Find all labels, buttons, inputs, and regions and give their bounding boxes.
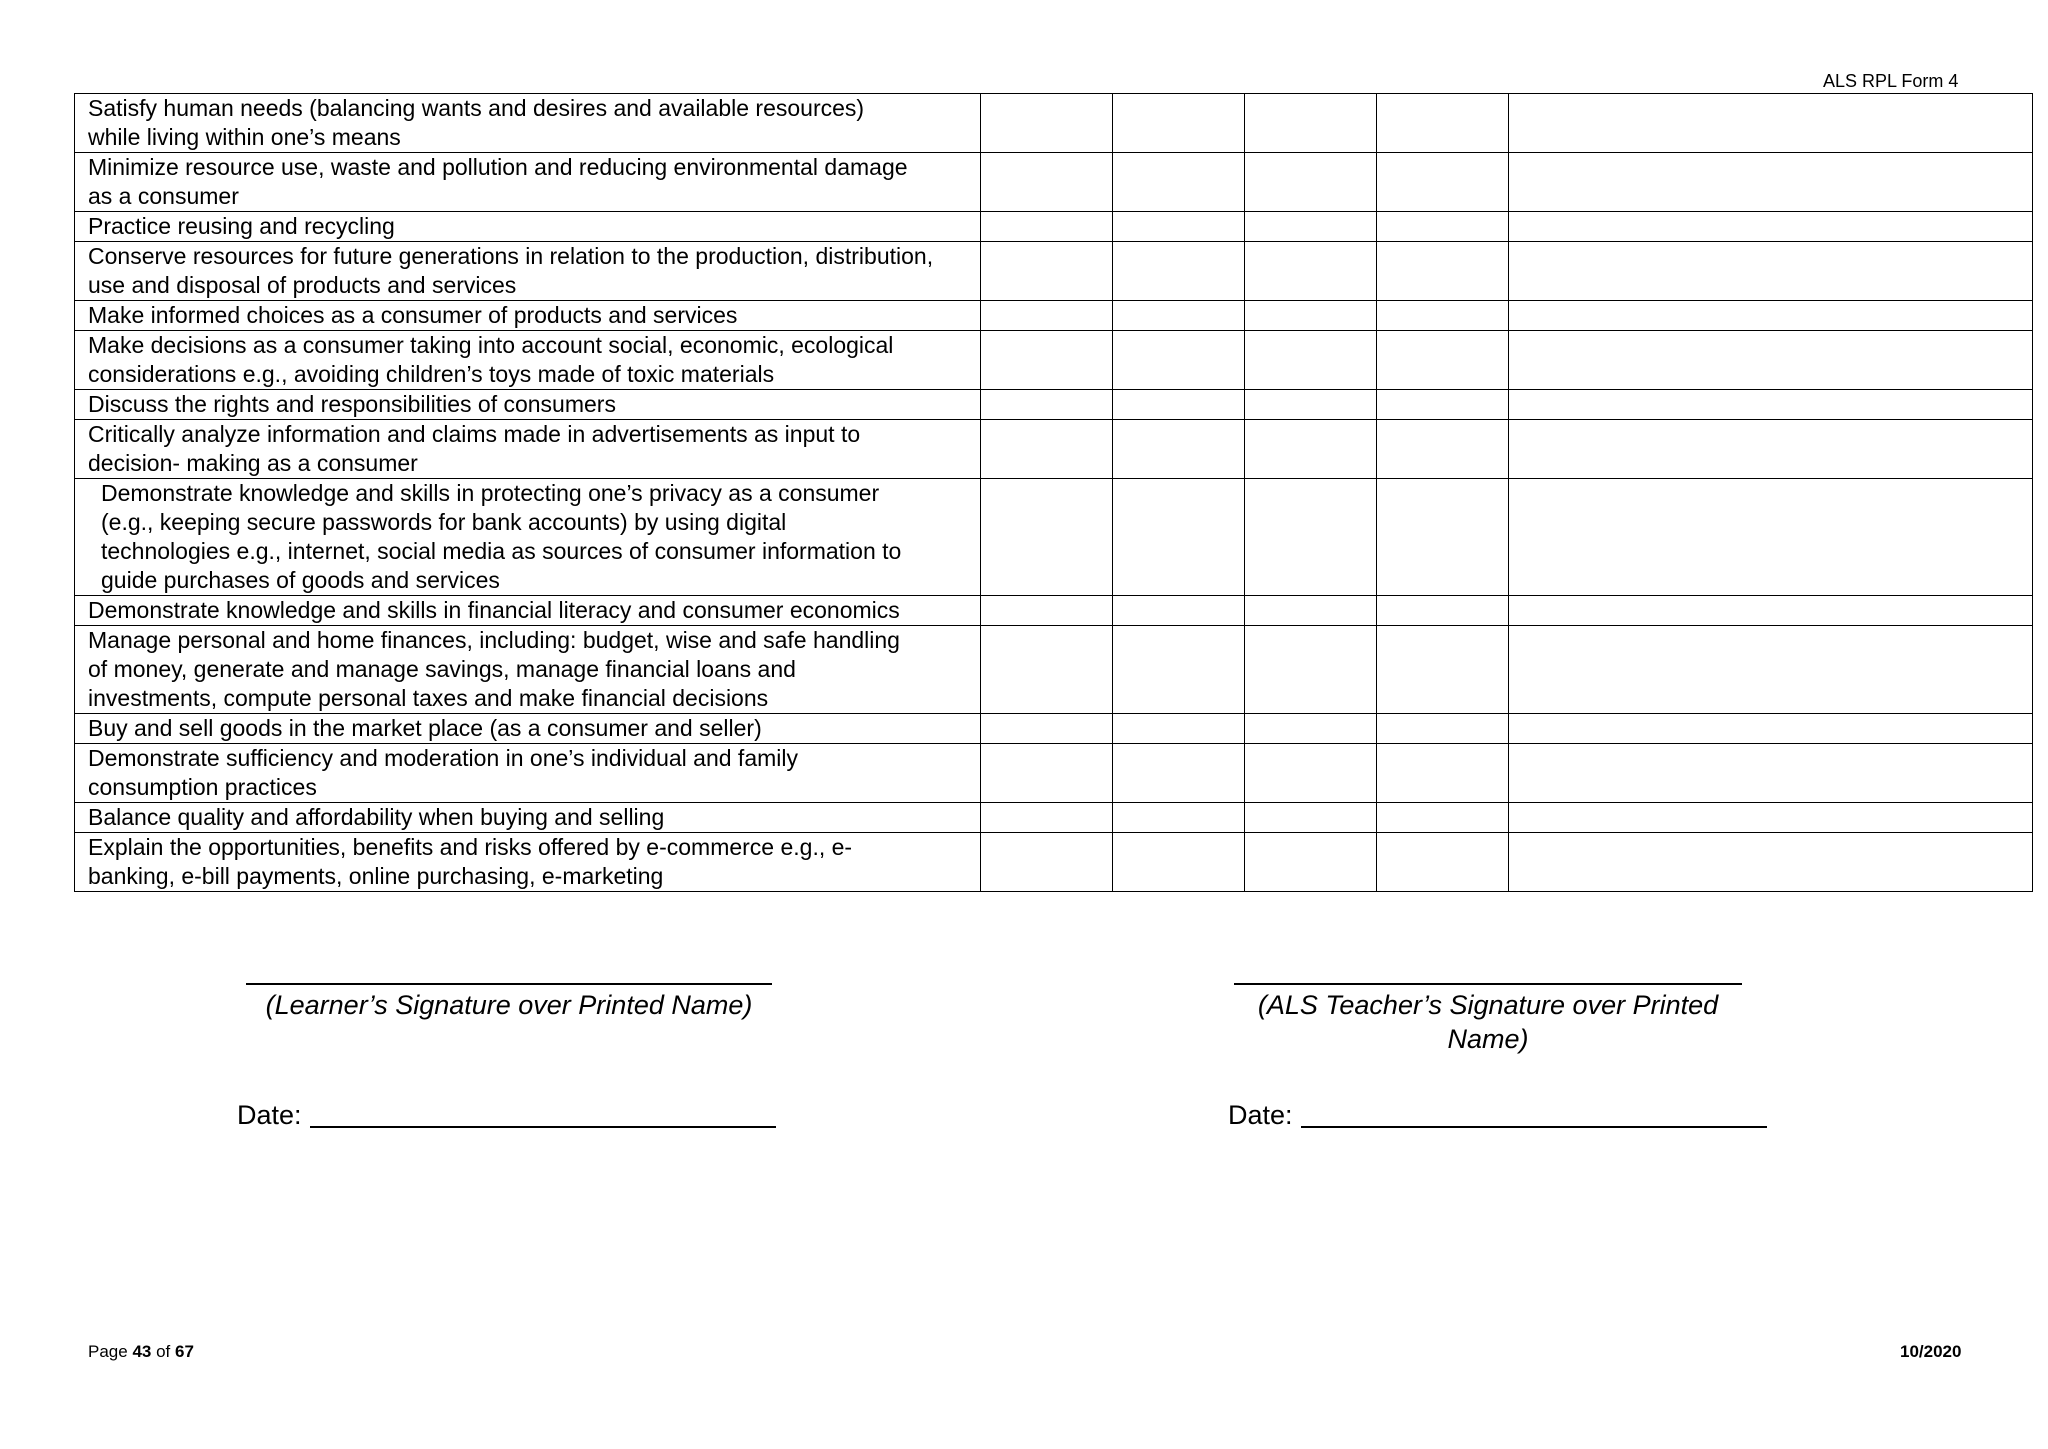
- competency-text-line: Practice reusing and recycling: [88, 213, 395, 239]
- rating-cell[interactable]: [1377, 744, 1509, 803]
- rating-cell[interactable]: [1377, 479, 1509, 596]
- remarks-cell[interactable]: [1509, 94, 2033, 153]
- competency-cell: [75, 744, 981, 803]
- rating-cell[interactable]: [981, 714, 1113, 744]
- rating-cell[interactable]: [1377, 301, 1509, 331]
- rating-cell[interactable]: [981, 212, 1113, 242]
- competency-text-line: Make decisions as a consumer taking into account social, economic, ecological: [88, 332, 894, 358]
- rating-cell[interactable]: [1113, 803, 1245, 833]
- remarks-cell[interactable]: [1509, 833, 2033, 892]
- rating-cell[interactable]: [1245, 714, 1377, 744]
- competency-text-line: Manage personal and home finances, including: budget, wise and safe handling: [88, 627, 900, 653]
- rating-cell[interactable]: [981, 390, 1113, 420]
- rating-cell[interactable]: [981, 626, 1113, 714]
- page-current: 43: [132, 1342, 152, 1361]
- page-number: [88, 1341, 194, 1363]
- table-row: [75, 803, 2033, 833]
- table-row: [75, 301, 2033, 331]
- teacher-signature-caption: (ALS Teacher’s Signature over Printed Name): [1257, 990, 1719, 1054]
- rating-cell[interactable]: [1113, 714, 1245, 744]
- rating-cell[interactable]: [1245, 94, 1377, 153]
- competency-cell: [75, 242, 981, 301]
- rating-cell[interactable]: [1113, 212, 1245, 242]
- rating-cell[interactable]: [981, 153, 1113, 212]
- competency-text-line: technologies e.g., internet, social media as sources of consumer information to: [101, 538, 902, 564]
- rating-cell[interactable]: [1377, 596, 1509, 626]
- remarks-cell[interactable]: [1509, 596, 2033, 626]
- competency-text-line: Demonstrate knowledge and skills in protecting one’s privacy as a consumer: [101, 480, 880, 506]
- competency-text-line: considerations e.g., avoiding children’s toys made of toxic materials: [88, 361, 775, 387]
- table-row: [75, 212, 2033, 242]
- rating-cell[interactable]: [1377, 331, 1509, 390]
- competency-text-line: Minimize resource use, waste and pollution and reducing environmental damage: [88, 154, 908, 180]
- remarks-cell[interactable]: [1509, 390, 2033, 420]
- remarks-cell[interactable]: [1509, 420, 2033, 479]
- competency-text-line: Satisfy human needs (balancing wants and desires and available resources): [88, 95, 865, 121]
- remarks-cell[interactable]: [1509, 744, 2033, 803]
- rating-cell[interactable]: [1245, 596, 1377, 626]
- rating-cell[interactable]: [1113, 390, 1245, 420]
- rating-cell[interactable]: [1245, 153, 1377, 212]
- revision-date: 10/2020: [1900, 1342, 1962, 1361]
- remarks-cell[interactable]: [1509, 242, 2033, 301]
- competency-table: [74, 93, 2033, 892]
- teacher-signature-block: [1222, 983, 1754, 1056]
- competency-text-line: Critically analyze information and claims made in advertisements as input to: [88, 421, 861, 447]
- table-row: [75, 714, 2033, 744]
- competency-text-line: as a consumer: [88, 183, 239, 209]
- competency-text-line: while living within one’s means: [88, 124, 401, 150]
- competency-text-line: Explain the opportunities, benefits and risks offered by e-commerce e.g., e-: [88, 834, 853, 860]
- rating-cell[interactable]: [981, 833, 1113, 892]
- competency-text-line: investments, compute personal taxes and make financial decisions: [88, 685, 769, 711]
- teacher-date-label: Date:: [1228, 1100, 1293, 1130]
- competency-text-line: Demonstrate sufficiency and moderation in one’s individual and family: [88, 745, 798, 771]
- table-row: [75, 596, 2033, 626]
- table-row: [75, 833, 2033, 892]
- rating-cell[interactable]: [1113, 331, 1245, 390]
- rating-cell[interactable]: [1245, 744, 1377, 803]
- rating-cell[interactable]: [1245, 626, 1377, 714]
- competency-cell: [75, 420, 981, 479]
- table-row: [75, 390, 2033, 420]
- rating-cell[interactable]: [981, 744, 1113, 803]
- rating-cell[interactable]: [1245, 390, 1377, 420]
- rating-cell[interactable]: [1113, 242, 1245, 301]
- rating-cell[interactable]: [1245, 479, 1377, 596]
- rating-cell[interactable]: [1245, 301, 1377, 331]
- competency-cell: [75, 479, 981, 596]
- table-row: [75, 331, 2033, 390]
- teacher-date-row: [1228, 1098, 1767, 1132]
- competency-text-line: use and disposal of products and services: [88, 272, 517, 298]
- rating-cell[interactable]: [981, 596, 1113, 626]
- page-word: Page: [88, 1342, 128, 1361]
- rating-cell[interactable]: [1113, 744, 1245, 803]
- competency-cell: [75, 833, 981, 892]
- rating-cell[interactable]: [1113, 94, 1245, 153]
- competency-cell: [75, 331, 981, 390]
- competency-cell: [75, 301, 981, 331]
- rating-cell[interactable]: [1377, 94, 1509, 153]
- competency-cell: [75, 803, 981, 833]
- rating-cell[interactable]: [1377, 420, 1509, 479]
- rating-cell[interactable]: [1377, 626, 1509, 714]
- competency-cell: [75, 626, 981, 714]
- form-label: ALS RPL Form 4: [1823, 71, 1959, 91]
- table-row: [75, 242, 2033, 301]
- learner-signature-line[interactable]: [246, 983, 772, 985]
- rating-cell[interactable]: [1113, 479, 1245, 596]
- remarks-cell[interactable]: [1509, 301, 2033, 331]
- rating-cell[interactable]: [1377, 714, 1509, 744]
- rating-cell[interactable]: [1245, 803, 1377, 833]
- teacher-signature-line[interactable]: [1234, 983, 1742, 985]
- rating-cell[interactable]: [981, 94, 1113, 153]
- competency-text-line: Make informed choices as a consumer of products and services: [88, 302, 738, 328]
- competency-text-line: of money, generate and manage savings, manage financial loans and: [88, 656, 796, 682]
- rating-cell[interactable]: [981, 331, 1113, 390]
- rating-cell[interactable]: [1113, 626, 1245, 714]
- competency-cell: [75, 153, 981, 212]
- competency-table-body: [75, 94, 2033, 892]
- rating-cell[interactable]: [981, 242, 1113, 301]
- remarks-cell[interactable]: [1509, 331, 2033, 390]
- rating-cell[interactable]: [1245, 242, 1377, 301]
- remarks-cell[interactable]: [1509, 153, 2033, 212]
- competency-text-line: Balance quality and affordability when buying and selling: [88, 804, 665, 830]
- competency-text-line: Conserve resources for future generations in relation to the production, distribution,: [88, 243, 934, 269]
- rating-cell[interactable]: [1377, 242, 1509, 301]
- learner-date-line[interactable]: [310, 1126, 776, 1128]
- table-row: [75, 420, 2033, 479]
- competency-text-line: (e.g., keeping secure passwords for bank accounts) by using digital: [101, 509, 787, 535]
- rating-cell[interactable]: [1377, 803, 1509, 833]
- competency-cell: [75, 714, 981, 744]
- competency-cell: [75, 596, 981, 626]
- competency-cell: [75, 94, 981, 153]
- competency-cell: [75, 212, 981, 242]
- table-row: [75, 479, 2033, 596]
- remarks-cell[interactable]: [1509, 803, 2033, 833]
- rating-cell[interactable]: [1245, 212, 1377, 242]
- rating-cell[interactable]: [981, 803, 1113, 833]
- learner-date-row: [237, 1098, 776, 1132]
- table-row: [75, 94, 2033, 153]
- learner-date-label: Date:: [237, 1100, 302, 1130]
- rating-cell[interactable]: [1113, 833, 1245, 892]
- rating-cell[interactable]: [981, 420, 1113, 479]
- rating-cell[interactable]: [1245, 331, 1377, 390]
- rating-cell[interactable]: [1113, 596, 1245, 626]
- competency-text-line: guide purchases of goods and services: [101, 567, 500, 593]
- competency-text-line: consumption practices: [88, 774, 317, 800]
- rating-cell[interactable]: [1113, 301, 1245, 331]
- page-of-word: of: [156, 1342, 171, 1361]
- rating-cell[interactable]: [1113, 153, 1245, 212]
- remarks-cell[interactable]: [1509, 626, 2033, 714]
- competency-text-line: banking, e-bill payments, online purchasing, e-marketing: [88, 863, 664, 889]
- competency-text-line: decision- making as a consumer: [88, 450, 418, 476]
- learner-signature-block: [246, 983, 772, 1022]
- teacher-date-line[interactable]: [1301, 1126, 1767, 1128]
- table-row: [75, 153, 2033, 212]
- competency-text-line: Discuss the rights and responsibilities of consumers: [88, 391, 616, 417]
- rating-cell[interactable]: [1377, 833, 1509, 892]
- remarks-cell[interactable]: [1509, 479, 2033, 596]
- table-row: [75, 744, 2033, 803]
- rating-cell[interactable]: [1245, 420, 1377, 479]
- rating-cell[interactable]: [1113, 420, 1245, 479]
- page-total: 67: [175, 1342, 194, 1361]
- table-row: [75, 626, 2033, 714]
- remarks-cell[interactable]: [1509, 714, 2033, 744]
- learner-signature-caption: (Learner’s Signature over Printed Name): [265, 990, 753, 1020]
- rating-cell[interactable]: [1377, 390, 1509, 420]
- competency-text-line: Buy and sell goods in the market place (as a consumer and seller): [88, 715, 762, 741]
- rating-cell[interactable]: [1377, 153, 1509, 212]
- remarks-cell[interactable]: [1509, 212, 2033, 242]
- competency-cell: [75, 390, 981, 420]
- rating-cell[interactable]: [981, 301, 1113, 331]
- rating-cell[interactable]: [981, 479, 1113, 596]
- rating-cell[interactable]: [1245, 833, 1377, 892]
- rating-cell[interactable]: [1377, 212, 1509, 242]
- competency-text-line: Demonstrate knowledge and skills in financial literacy and consumer economics: [88, 597, 900, 623]
